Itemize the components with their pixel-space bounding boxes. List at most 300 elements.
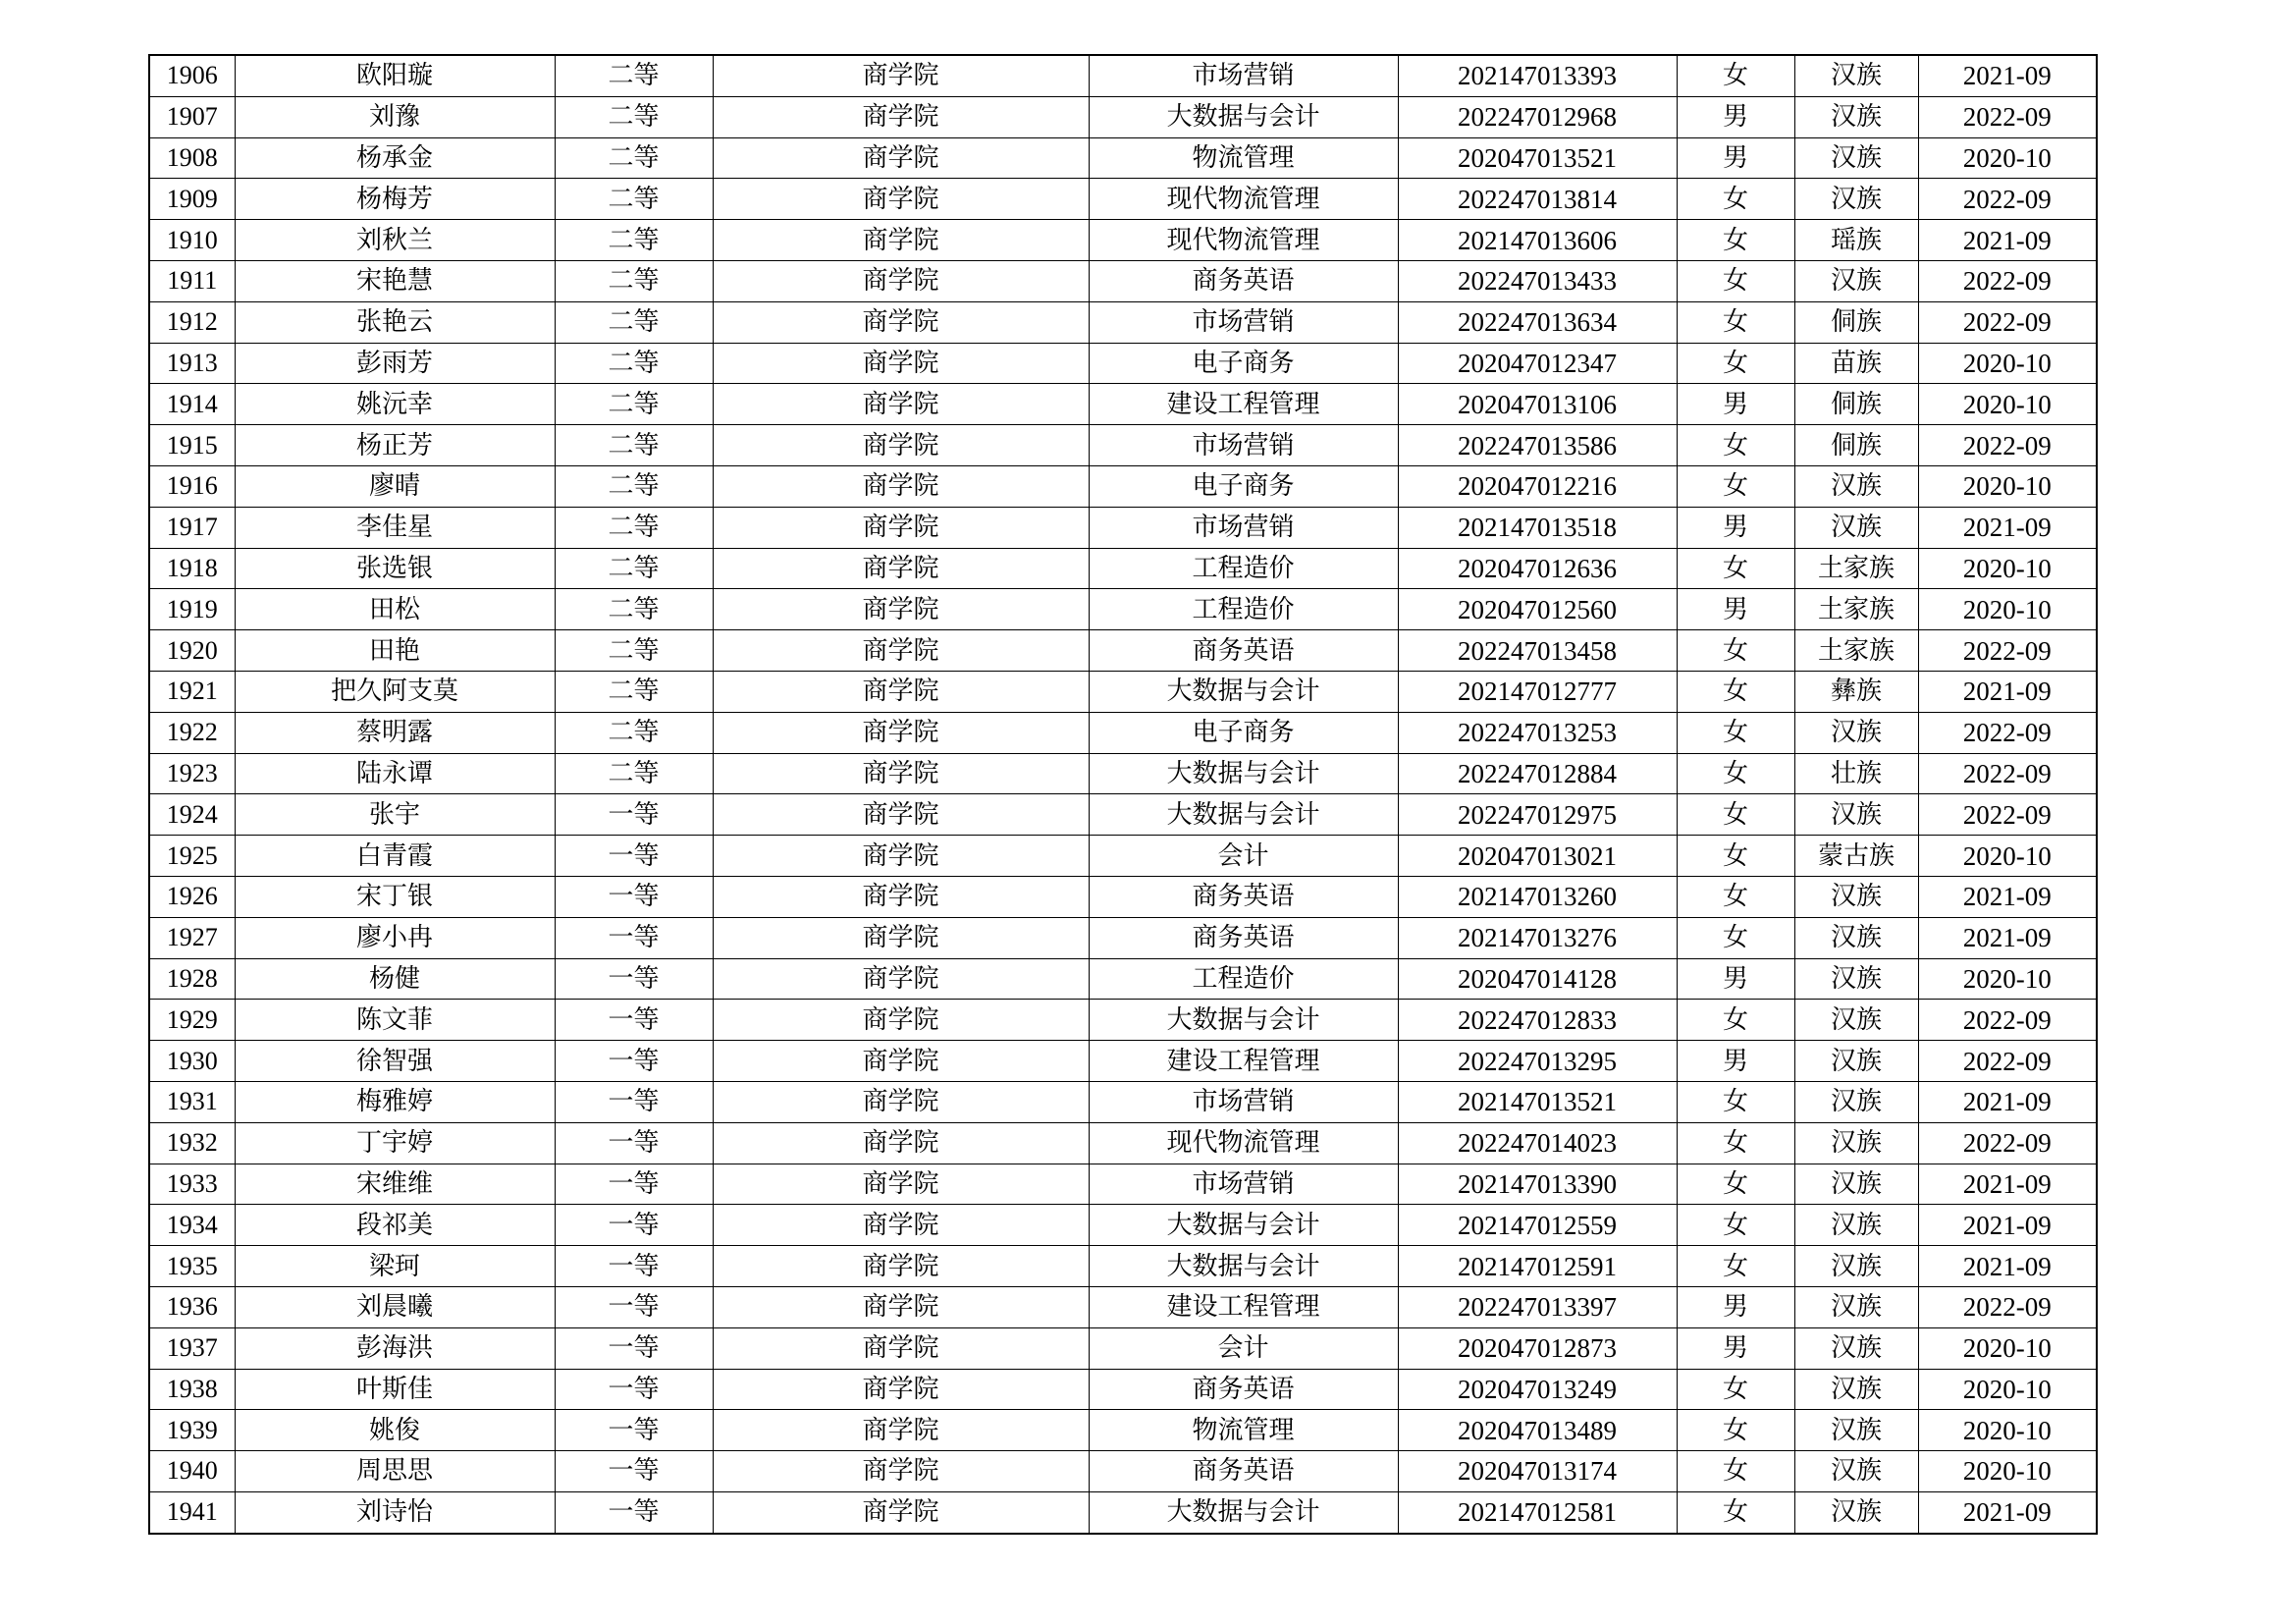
row-number-cell: 1927 xyxy=(149,917,235,958)
student-name-cell: 张艳云 xyxy=(235,301,555,343)
major-cell: 物流管理 xyxy=(1089,1410,1398,1451)
ethnicity-cell: 汉族 xyxy=(1794,1041,1918,1082)
enrollment-date-cell: 2022-09 xyxy=(1918,1000,2097,1041)
college-cell: 商学院 xyxy=(713,137,1089,179)
row-number-cell: 1917 xyxy=(149,507,235,548)
award-level-cell: 一等 xyxy=(555,1491,713,1533)
student-name-cell: 陆永谭 xyxy=(235,753,555,794)
gender-cell: 女 xyxy=(1677,301,1794,343)
table-row xyxy=(149,96,2097,137)
table-row xyxy=(149,425,2097,466)
college-cell: 商学院 xyxy=(713,343,1089,384)
table-row xyxy=(149,384,2097,425)
row-number-cell: 1907 xyxy=(149,96,235,137)
student-name-cell: 杨健 xyxy=(235,958,555,1000)
college-cell: 商学院 xyxy=(713,712,1089,753)
row-number-cell: 1934 xyxy=(149,1205,235,1246)
college-cell: 商学院 xyxy=(713,384,1089,425)
enrollment-date-cell: 2020-10 xyxy=(1918,548,2097,589)
student-name-cell: 蔡明露 xyxy=(235,712,555,753)
major-cell: 大数据与会计 xyxy=(1089,1246,1398,1287)
gender-cell: 男 xyxy=(1677,1286,1794,1327)
major-cell: 市场营销 xyxy=(1089,1164,1398,1205)
award-level-cell: 二等 xyxy=(555,55,713,96)
ethnicity-cell: 壮族 xyxy=(1794,753,1918,794)
gender-cell: 女 xyxy=(1677,836,1794,877)
enrollment-date-cell: 2021-09 xyxy=(1918,917,2097,958)
table-row xyxy=(149,1286,2097,1327)
ethnicity-cell: 汉族 xyxy=(1794,917,1918,958)
student-name-cell: 田松 xyxy=(235,589,555,630)
student-id-cell: 202247013458 xyxy=(1398,630,1677,672)
student-name-cell: 宋艳慧 xyxy=(235,260,555,301)
gender-cell: 男 xyxy=(1677,507,1794,548)
enrollment-date-cell: 2021-09 xyxy=(1918,1081,2097,1122)
student-id-cell: 202247013295 xyxy=(1398,1041,1677,1082)
student-name-cell: 段祁美 xyxy=(235,1205,555,1246)
table-row xyxy=(149,1410,2097,1451)
ethnicity-cell: 土家族 xyxy=(1794,630,1918,672)
table-row xyxy=(149,1205,2097,1246)
student-name-cell: 欧阳璇 xyxy=(235,55,555,96)
gender-cell: 女 xyxy=(1677,220,1794,261)
table-row xyxy=(149,1451,2097,1492)
award-level-cell: 二等 xyxy=(555,137,713,179)
gender-cell: 男 xyxy=(1677,384,1794,425)
major-cell: 商务英语 xyxy=(1089,876,1398,917)
gender-cell: 男 xyxy=(1677,589,1794,630)
award-level-cell: 二等 xyxy=(555,384,713,425)
table-row xyxy=(149,179,2097,220)
enrollment-date-cell: 2022-09 xyxy=(1918,1122,2097,1164)
student-id-cell: 202147013260 xyxy=(1398,876,1677,917)
gender-cell: 女 xyxy=(1677,1081,1794,1122)
college-cell: 商学院 xyxy=(713,876,1089,917)
college-cell: 商学院 xyxy=(713,630,1089,672)
enrollment-date-cell: 2022-09 xyxy=(1918,630,2097,672)
student-name-cell: 梅雅婷 xyxy=(235,1081,555,1122)
major-cell: 商务英语 xyxy=(1089,630,1398,672)
college-cell: 商学院 xyxy=(713,671,1089,712)
student-name-cell: 刘豫 xyxy=(235,96,555,137)
award-level-cell: 一等 xyxy=(555,958,713,1000)
ethnicity-cell: 侗族 xyxy=(1794,301,1918,343)
enrollment-date-cell: 2020-10 xyxy=(1918,384,2097,425)
college-cell: 商学院 xyxy=(713,1122,1089,1164)
major-cell: 现代物流管理 xyxy=(1089,179,1398,220)
college-cell: 商学院 xyxy=(713,96,1089,137)
college-cell: 商学院 xyxy=(713,1410,1089,1451)
award-level-cell: 二等 xyxy=(555,548,713,589)
row-number-cell: 1931 xyxy=(149,1081,235,1122)
award-level-cell: 一等 xyxy=(555,1122,713,1164)
student-name-cell: 张宇 xyxy=(235,794,555,836)
row-number-cell: 1928 xyxy=(149,958,235,1000)
table-row xyxy=(149,753,2097,794)
ethnicity-cell: 汉族 xyxy=(1794,179,1918,220)
enrollment-date-cell: 2020-10 xyxy=(1918,1410,2097,1451)
gender-cell: 女 xyxy=(1677,1491,1794,1533)
row-number-cell: 1911 xyxy=(149,260,235,301)
college-cell: 商学院 xyxy=(713,1164,1089,1205)
award-level-cell: 一等 xyxy=(555,1081,713,1122)
student-id-cell: 202047012347 xyxy=(1398,343,1677,384)
student-name-cell: 陈文菲 xyxy=(235,1000,555,1041)
major-cell: 电子商务 xyxy=(1089,712,1398,753)
row-number-cell: 1933 xyxy=(149,1164,235,1205)
student-id-cell: 202247013586 xyxy=(1398,425,1677,466)
college-cell: 商学院 xyxy=(713,220,1089,261)
ethnicity-cell: 汉族 xyxy=(1794,465,1918,507)
ethnicity-cell: 侗族 xyxy=(1794,384,1918,425)
table-row xyxy=(149,876,2097,917)
gender-cell: 男 xyxy=(1677,137,1794,179)
major-cell: 电子商务 xyxy=(1089,465,1398,507)
major-cell: 商务英语 xyxy=(1089,1369,1398,1410)
major-cell: 工程造价 xyxy=(1089,548,1398,589)
enrollment-date-cell: 2022-09 xyxy=(1918,260,2097,301)
student-id-cell: 202147012559 xyxy=(1398,1205,1677,1246)
award-level-cell: 二等 xyxy=(555,630,713,672)
college-cell: 商学院 xyxy=(713,753,1089,794)
table-row xyxy=(149,917,2097,958)
student-name-cell: 田艳 xyxy=(235,630,555,672)
gender-cell: 女 xyxy=(1677,671,1794,712)
enrollment-date-cell: 2022-09 xyxy=(1918,712,2097,753)
award-level-cell: 二等 xyxy=(555,507,713,548)
table-row xyxy=(149,836,2097,877)
student-id-cell: 202247013397 xyxy=(1398,1286,1677,1327)
major-cell: 大数据与会计 xyxy=(1089,1205,1398,1246)
table-row xyxy=(149,1327,2097,1369)
award-level-cell: 一等 xyxy=(555,876,713,917)
student-id-cell: 202047012560 xyxy=(1398,589,1677,630)
award-level-cell: 二等 xyxy=(555,301,713,343)
row-number-cell: 1915 xyxy=(149,425,235,466)
student-name-cell: 姚沅幸 xyxy=(235,384,555,425)
award-level-cell: 二等 xyxy=(555,589,713,630)
major-cell: 市场营销 xyxy=(1089,507,1398,548)
major-cell: 物流管理 xyxy=(1089,137,1398,179)
row-number-cell: 1910 xyxy=(149,220,235,261)
college-cell: 商学院 xyxy=(713,1041,1089,1082)
ethnicity-cell: 汉族 xyxy=(1794,712,1918,753)
student-id-cell: 202247012884 xyxy=(1398,753,1677,794)
college-cell: 商学院 xyxy=(713,1205,1089,1246)
table-row xyxy=(149,465,2097,507)
enrollment-date-cell: 2022-09 xyxy=(1918,1286,2097,1327)
enrollment-date-cell: 2021-09 xyxy=(1918,671,2097,712)
award-level-cell: 一等 xyxy=(555,1164,713,1205)
row-number-cell: 1930 xyxy=(149,1041,235,1082)
ethnicity-cell: 汉族 xyxy=(1794,55,1918,96)
student-id-cell: 202147012591 xyxy=(1398,1246,1677,1287)
major-cell: 大数据与会计 xyxy=(1089,96,1398,137)
gender-cell: 女 xyxy=(1677,55,1794,96)
student-id-cell: 202147013521 xyxy=(1398,1081,1677,1122)
enrollment-date-cell: 2021-09 xyxy=(1918,1246,2097,1287)
table-row xyxy=(149,1081,2097,1122)
major-cell: 工程造价 xyxy=(1089,589,1398,630)
student-name-cell: 宋维维 xyxy=(235,1164,555,1205)
college-cell: 商学院 xyxy=(713,301,1089,343)
row-number-cell: 1939 xyxy=(149,1410,235,1451)
table-row xyxy=(149,1000,2097,1041)
student-name-cell: 彭海洪 xyxy=(235,1327,555,1369)
major-cell: 现代物流管理 xyxy=(1089,1122,1398,1164)
row-number-cell: 1937 xyxy=(149,1327,235,1369)
award-level-cell: 一等 xyxy=(555,1410,713,1451)
ethnicity-cell: 汉族 xyxy=(1794,1246,1918,1287)
row-number-cell: 1912 xyxy=(149,301,235,343)
student-name-cell: 杨承金 xyxy=(235,137,555,179)
gender-cell: 男 xyxy=(1677,958,1794,1000)
major-cell: 市场营销 xyxy=(1089,425,1398,466)
student-id-cell: 202147013393 xyxy=(1398,55,1677,96)
gender-cell: 女 xyxy=(1677,876,1794,917)
ethnicity-cell: 土家族 xyxy=(1794,589,1918,630)
major-cell: 建设工程管理 xyxy=(1089,384,1398,425)
major-cell: 建设工程管理 xyxy=(1089,1286,1398,1327)
student-name-cell: 杨正芳 xyxy=(235,425,555,466)
major-cell: 电子商务 xyxy=(1089,343,1398,384)
row-number-cell: 1913 xyxy=(149,343,235,384)
enrollment-date-cell: 2022-09 xyxy=(1918,301,2097,343)
row-number-cell: 1909 xyxy=(149,179,235,220)
student-name-cell: 徐智强 xyxy=(235,1041,555,1082)
ethnicity-cell: 汉族 xyxy=(1794,1369,1918,1410)
ethnicity-cell: 汉族 xyxy=(1794,1205,1918,1246)
enrollment-date-cell: 2022-09 xyxy=(1918,179,2097,220)
ethnicity-cell: 汉族 xyxy=(1794,1081,1918,1122)
gender-cell: 女 xyxy=(1677,630,1794,672)
row-number-cell: 1926 xyxy=(149,876,235,917)
row-number-cell: 1938 xyxy=(149,1369,235,1410)
table-row xyxy=(149,1164,2097,1205)
award-level-cell: 二等 xyxy=(555,96,713,137)
student-id-cell: 202247012968 xyxy=(1398,96,1677,137)
student-id-cell: 202247013634 xyxy=(1398,301,1677,343)
gender-cell: 男 xyxy=(1677,1041,1794,1082)
ethnicity-cell: 汉族 xyxy=(1794,1451,1918,1492)
gender-cell: 女 xyxy=(1677,1410,1794,1451)
student-name-cell: 白青霞 xyxy=(235,836,555,877)
row-number-cell: 1936 xyxy=(149,1286,235,1327)
table-row xyxy=(149,55,2097,96)
college-cell: 商学院 xyxy=(713,260,1089,301)
table-row xyxy=(149,1369,2097,1410)
row-number-cell: 1908 xyxy=(149,137,235,179)
gender-cell: 女 xyxy=(1677,465,1794,507)
award-level-cell: 二等 xyxy=(555,425,713,466)
gender-cell: 女 xyxy=(1677,1122,1794,1164)
table-row xyxy=(149,1041,2097,1082)
major-cell: 商务英语 xyxy=(1089,917,1398,958)
enrollment-date-cell: 2022-09 xyxy=(1918,1041,2097,1082)
table-row xyxy=(149,301,2097,343)
gender-cell: 女 xyxy=(1677,425,1794,466)
gender-cell: 女 xyxy=(1677,917,1794,958)
award-level-cell: 二等 xyxy=(555,179,713,220)
student-name-cell: 李佳星 xyxy=(235,507,555,548)
college-cell: 商学院 xyxy=(713,1246,1089,1287)
row-number-cell: 1914 xyxy=(149,384,235,425)
ethnicity-cell: 蒙古族 xyxy=(1794,836,1918,877)
scholarship-roster-table xyxy=(148,54,2098,1535)
major-cell: 大数据与会计 xyxy=(1089,671,1398,712)
award-level-cell: 二等 xyxy=(555,260,713,301)
college-cell: 商学院 xyxy=(713,507,1089,548)
enrollment-date-cell: 2020-10 xyxy=(1918,589,2097,630)
college-cell: 商学院 xyxy=(713,1000,1089,1041)
college-cell: 商学院 xyxy=(713,958,1089,1000)
major-cell: 工程造价 xyxy=(1089,958,1398,1000)
student-id-cell: 202247014023 xyxy=(1398,1122,1677,1164)
row-number-cell: 1918 xyxy=(149,548,235,589)
college-cell: 商学院 xyxy=(713,794,1089,836)
ethnicity-cell: 汉族 xyxy=(1794,96,1918,137)
row-number-cell: 1941 xyxy=(149,1491,235,1533)
award-level-cell: 一等 xyxy=(555,1327,713,1369)
student-id-cell: 202147013276 xyxy=(1398,917,1677,958)
table-row xyxy=(149,220,2097,261)
table-row xyxy=(149,507,2097,548)
student-id-cell: 202047012636 xyxy=(1398,548,1677,589)
enrollment-date-cell: 2020-10 xyxy=(1918,343,2097,384)
major-cell: 市场营销 xyxy=(1089,301,1398,343)
student-name-cell: 丁宇婷 xyxy=(235,1122,555,1164)
major-cell: 商务英语 xyxy=(1089,260,1398,301)
ethnicity-cell: 苗族 xyxy=(1794,343,1918,384)
college-cell: 商学院 xyxy=(713,1491,1089,1533)
gender-cell: 女 xyxy=(1677,1246,1794,1287)
student-id-cell: 202147013390 xyxy=(1398,1164,1677,1205)
student-id-cell: 202047014128 xyxy=(1398,958,1677,1000)
major-cell: 会计 xyxy=(1089,836,1398,877)
student-id-cell: 202247012833 xyxy=(1398,1000,1677,1041)
table-row xyxy=(149,1246,2097,1287)
ethnicity-cell: 汉族 xyxy=(1794,1122,1918,1164)
student-name-cell: 廖晴 xyxy=(235,465,555,507)
table-row xyxy=(149,712,2097,753)
college-cell: 商学院 xyxy=(713,1369,1089,1410)
college-cell: 商学院 xyxy=(713,548,1089,589)
award-level-cell: 一等 xyxy=(555,836,713,877)
enrollment-date-cell: 2021-09 xyxy=(1918,1164,2097,1205)
student-name-cell: 宋丁银 xyxy=(235,876,555,917)
award-level-cell: 一等 xyxy=(555,1451,713,1492)
row-number-cell: 1921 xyxy=(149,671,235,712)
ethnicity-cell: 汉族 xyxy=(1794,1491,1918,1533)
award-level-cell: 二等 xyxy=(555,465,713,507)
major-cell: 市场营销 xyxy=(1089,55,1398,96)
table-row xyxy=(149,630,2097,672)
student-name-cell: 刘诗怡 xyxy=(235,1491,555,1533)
enrollment-date-cell: 2021-09 xyxy=(1918,55,2097,96)
student-id-cell: 202047013174 xyxy=(1398,1451,1677,1492)
row-number-cell: 1916 xyxy=(149,465,235,507)
award-level-cell: 一等 xyxy=(555,1000,713,1041)
row-number-cell: 1940 xyxy=(149,1451,235,1492)
row-number-cell: 1932 xyxy=(149,1122,235,1164)
college-cell: 商学院 xyxy=(713,1081,1089,1122)
college-cell: 商学院 xyxy=(713,55,1089,96)
ethnicity-cell: 汉族 xyxy=(1794,1327,1918,1369)
table-row xyxy=(149,260,2097,301)
enrollment-date-cell: 2022-09 xyxy=(1918,794,2097,836)
student-name-cell: 彭雨芳 xyxy=(235,343,555,384)
ethnicity-cell: 汉族 xyxy=(1794,958,1918,1000)
gender-cell: 女 xyxy=(1677,1205,1794,1246)
student-name-cell: 姚俊 xyxy=(235,1410,555,1451)
student-id-cell: 202047013489 xyxy=(1398,1410,1677,1451)
major-cell: 大数据与会计 xyxy=(1089,794,1398,836)
gender-cell: 女 xyxy=(1677,753,1794,794)
award-level-cell: 一等 xyxy=(555,1369,713,1410)
enrollment-date-cell: 2022-09 xyxy=(1918,753,2097,794)
gender-cell: 女 xyxy=(1677,260,1794,301)
college-cell: 商学院 xyxy=(713,589,1089,630)
student-id-cell: 202047013021 xyxy=(1398,836,1677,877)
award-level-cell: 一等 xyxy=(555,794,713,836)
gender-cell: 女 xyxy=(1677,1451,1794,1492)
student-id-cell: 202047013106 xyxy=(1398,384,1677,425)
award-level-cell: 一等 xyxy=(555,1041,713,1082)
enrollment-date-cell: 2020-10 xyxy=(1918,137,2097,179)
table-row xyxy=(149,671,2097,712)
table-row xyxy=(149,794,2097,836)
ethnicity-cell: 彝族 xyxy=(1794,671,1918,712)
enrollment-date-cell: 2020-10 xyxy=(1918,465,2097,507)
row-number-cell: 1920 xyxy=(149,630,235,672)
row-number-cell: 1935 xyxy=(149,1246,235,1287)
enrollment-date-cell: 2020-10 xyxy=(1918,1369,2097,1410)
college-cell: 商学院 xyxy=(713,1286,1089,1327)
table-row xyxy=(149,343,2097,384)
major-cell: 大数据与会计 xyxy=(1089,1000,1398,1041)
student-name-cell: 廖小冉 xyxy=(235,917,555,958)
enrollment-date-cell: 2021-09 xyxy=(1918,1205,2097,1246)
gender-cell: 女 xyxy=(1677,179,1794,220)
student-id-cell: 202247013433 xyxy=(1398,260,1677,301)
table-row xyxy=(149,548,2097,589)
row-number-cell: 1929 xyxy=(149,1000,235,1041)
gender-cell: 女 xyxy=(1677,1000,1794,1041)
student-name-cell: 把久阿支莫 xyxy=(235,671,555,712)
row-number-cell: 1922 xyxy=(149,712,235,753)
enrollment-date-cell: 2020-10 xyxy=(1918,958,2097,1000)
student-id-cell: 202247012975 xyxy=(1398,794,1677,836)
award-level-cell: 二等 xyxy=(555,753,713,794)
ethnicity-cell: 汉族 xyxy=(1794,507,1918,548)
college-cell: 商学院 xyxy=(713,917,1089,958)
student-id-cell: 202047012216 xyxy=(1398,465,1677,507)
ethnicity-cell: 汉族 xyxy=(1794,1000,1918,1041)
table-row xyxy=(149,137,2097,179)
gender-cell: 女 xyxy=(1677,1369,1794,1410)
college-cell: 商学院 xyxy=(713,1451,1089,1492)
enrollment-date-cell: 2020-10 xyxy=(1918,1327,2097,1369)
gender-cell: 女 xyxy=(1677,548,1794,589)
gender-cell: 男 xyxy=(1677,96,1794,137)
gender-cell: 男 xyxy=(1677,1327,1794,1369)
ethnicity-cell: 瑶族 xyxy=(1794,220,1918,261)
major-cell: 大数据与会计 xyxy=(1089,753,1398,794)
gender-cell: 女 xyxy=(1677,712,1794,753)
enrollment-date-cell: 2021-09 xyxy=(1918,876,2097,917)
ethnicity-cell: 汉族 xyxy=(1794,1164,1918,1205)
table-row xyxy=(149,1491,2097,1533)
